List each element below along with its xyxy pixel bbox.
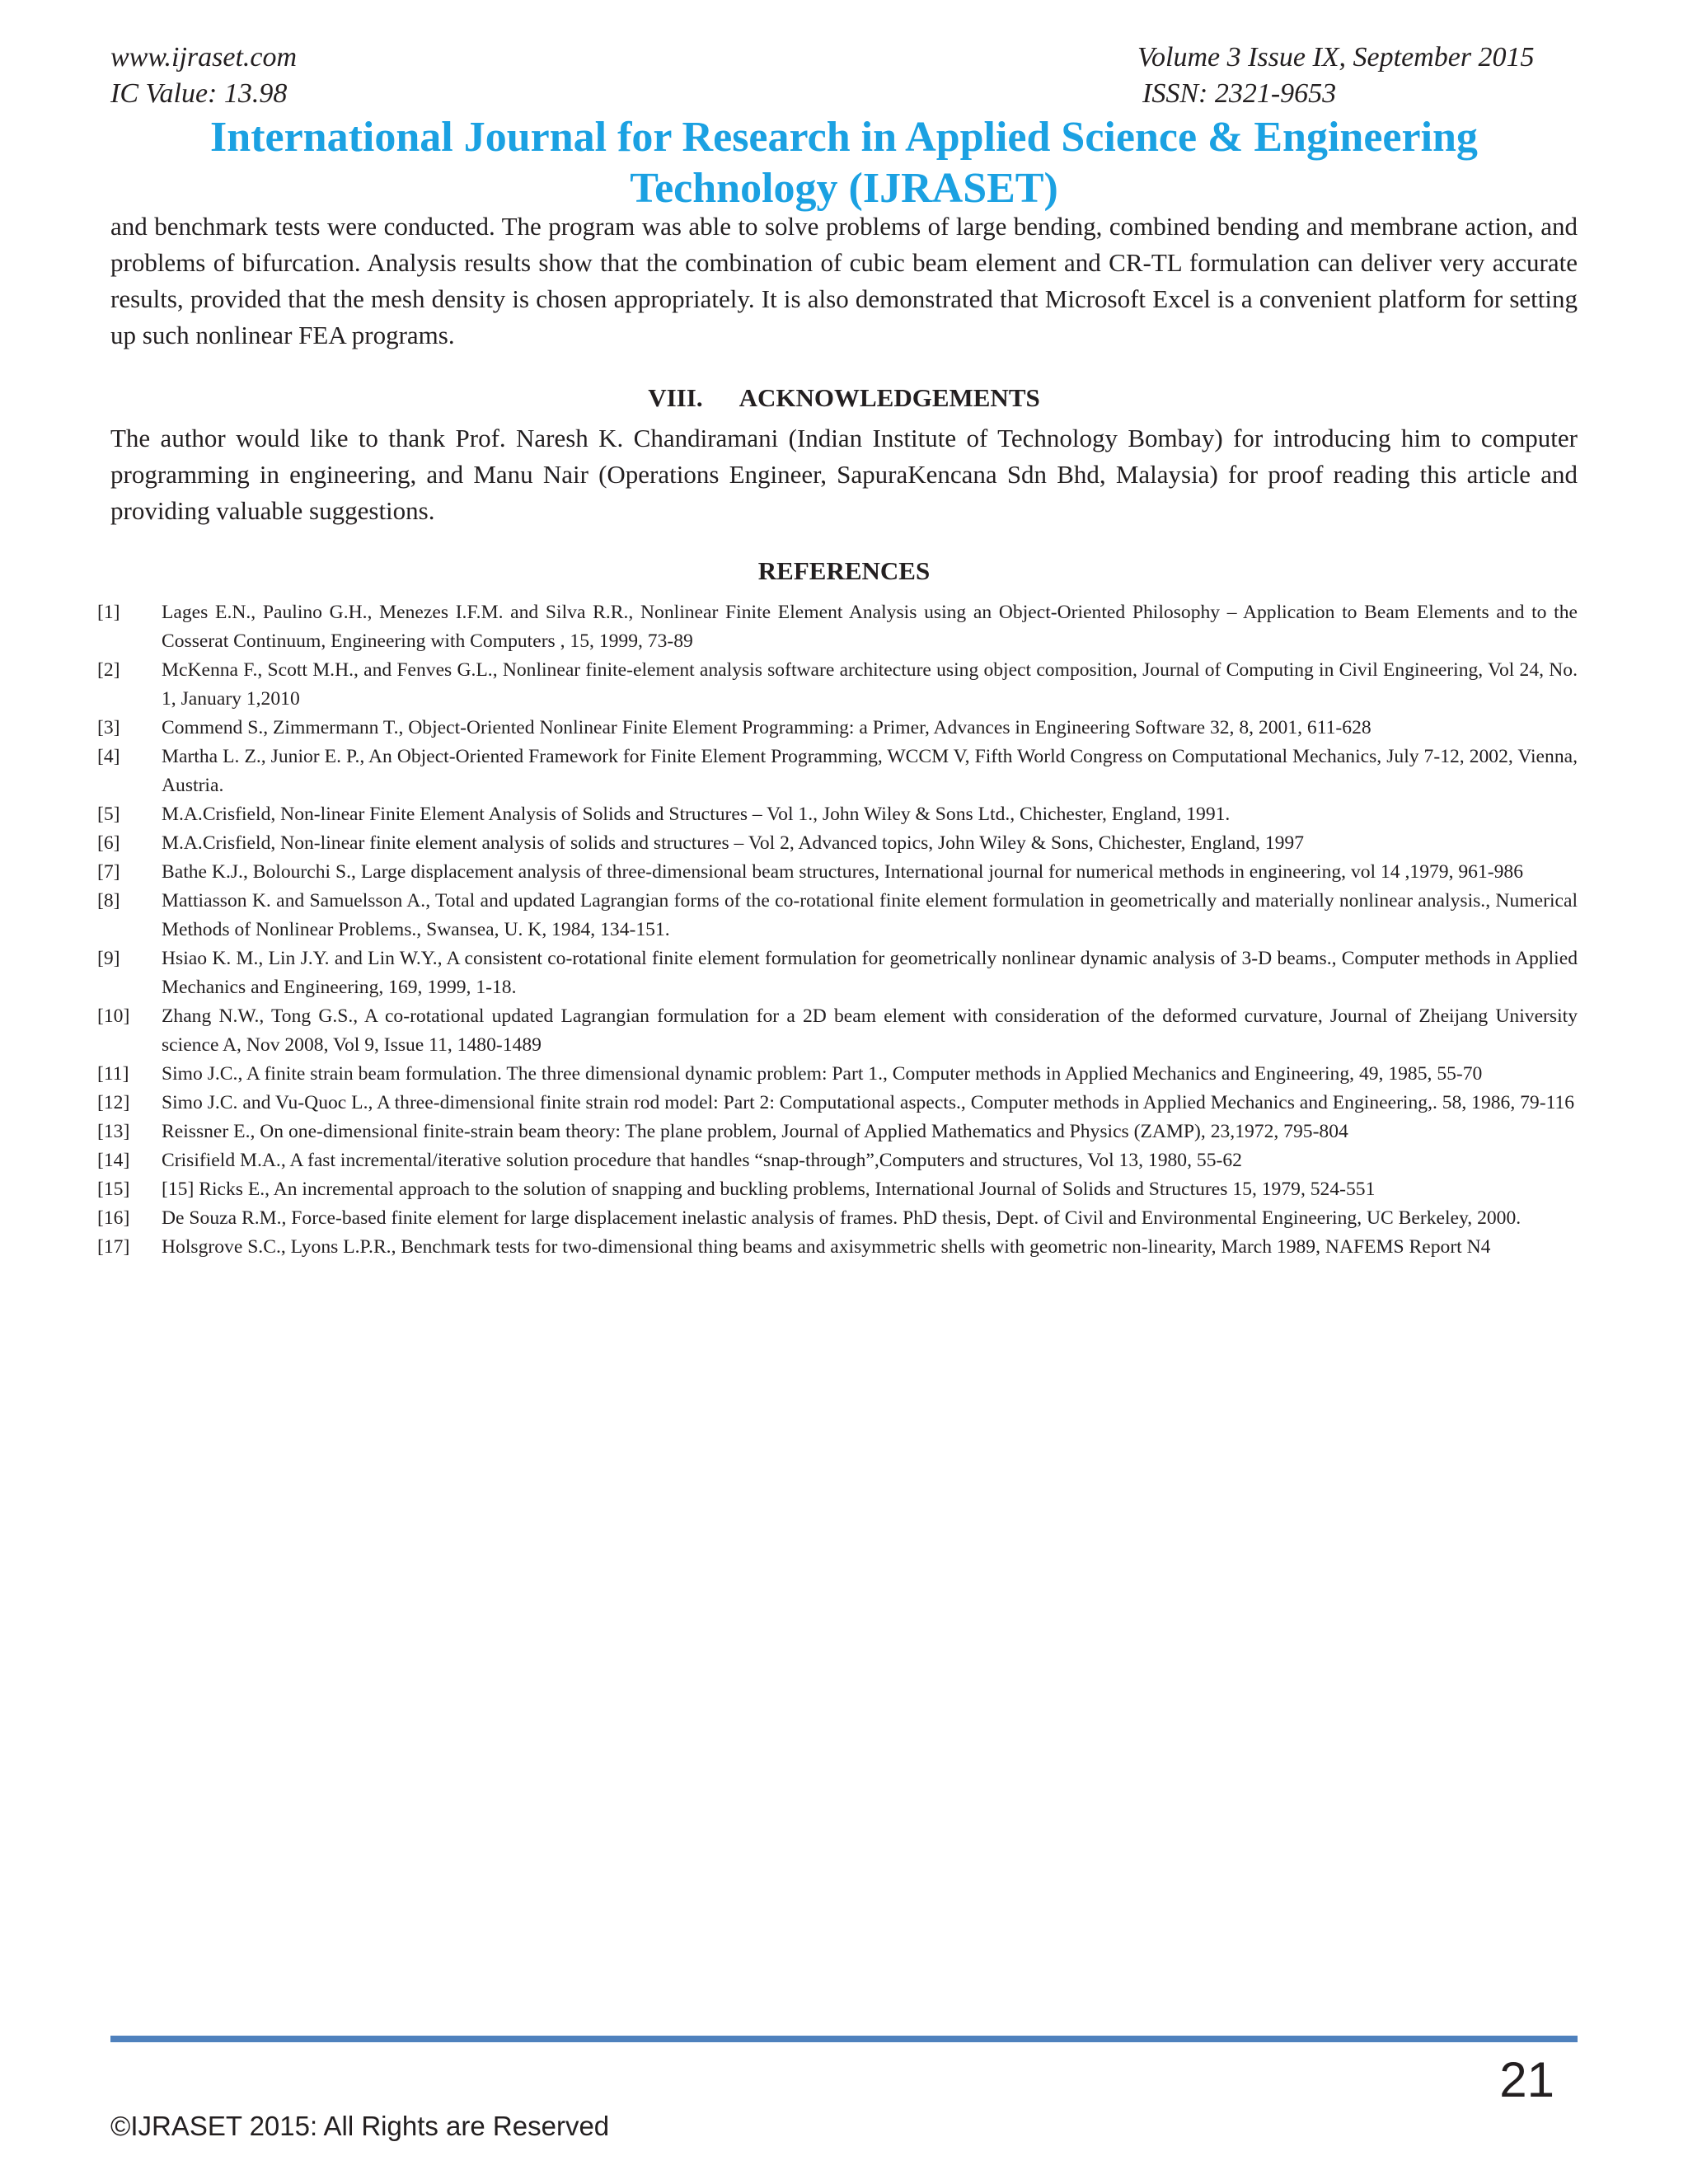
reference-number: [16]: [97, 1207, 130, 1229]
reference-item: [97, 1204, 1578, 1233]
reference-number: [10]: [97, 1005, 130, 1027]
copyright-notice: ©IJRASET 2015: All Rights are Reserved: [110, 2111, 610, 2141]
reference-item: [97, 1089, 1578, 1118]
reference-text: [15] Ricks E., An incremental approach to the solution of snapping and buckling problems, International Journal of Solids and Structures 15, 1979, 524-551: [162, 1179, 1376, 1200]
reference-number: [11]: [97, 1063, 129, 1085]
reference-number: [9]: [97, 948, 120, 969]
reference-number: [3]: [97, 717, 120, 738]
reference-text: Crisifield M.A., A fast incremental/iterative solution procedure that handles “snap-through”,Computers and structures, Vol 13, 1980, 55-62: [162, 1150, 1242, 1171]
reference-item: [97, 944, 1578, 1002]
reference-item: [97, 887, 1578, 944]
reference-text: Bathe K.J., Bolourchi S., Large displacement analysis of three-dimensional beam structures, International journal for numerical methods in engineering, vol 14 ,1979, 961-986: [162, 861, 1524, 883]
journal-website: www.ijraset.com: [110, 42, 298, 73]
reference-text: Mattiasson K. and Samuelsson A., Total and updated Lagrangian forms of the co-rotational finite element formulation in geometrically and materially nonlinear analysis., Numerical Methods of Nonlinear Problems., Swansea, U. K, 1984, 134-151.: [162, 890, 1578, 940]
volume-issue: Volume 3 Issue IX, September 2015: [1137, 42, 1535, 73]
footer-rule: [110, 2036, 1578, 2042]
reference-item: [97, 1175, 1578, 1204]
reference-text: Commend S., Zimmermann T., Object-Oriented Nonlinear Finite Element Programming: a Primer, Advances in Engineering Software 32, 8, 2001, 611-628: [162, 717, 1372, 738]
reference-text: Simo J.C. and Vu-Quoc L., A three-dimensional finite strain rod model: Part 2: Computational aspects., Computer methods in Applied Mechanics and Engineering,. 58, 1986, 79-116: [162, 1092, 1575, 1113]
reference-number: [7]: [97, 861, 120, 883]
acknowledgements-heading: [110, 380, 1578, 416]
reference-item: [97, 1233, 1578, 1262]
reference-item: [97, 800, 1578, 829]
reference-item: [97, 598, 1578, 656]
journal-title: [110, 112, 1578, 214]
ic-value: IC Value: 13.98: [110, 78, 288, 109]
reference-item: [97, 1146, 1578, 1175]
reference-text: Lages E.N., Paulino G.H., Menezes I.F.M. and Silva R.R., Nonlinear Finite Element Analysis using an Object-Oriented Philosophy – Application to Beam Elements and to the Cosserat Continuum, Engineering with Computers , 15, 1999, 73-89: [162, 602, 1578, 652]
conclusion-paragraph: and benchmark tests were conducted. The program was able to solve problems of large bending, combined bending and membrane action, and problems of bifurcation. Analysis results show that the combination of cubic beam element and CR-TL formulation can deliver very accurate results, provided that the mesh density is chosen appropriately. It is also demonstrated that Microsoft Excel is a convenient platform for setting up such nonlinear FEA programs.: [110, 212, 1578, 349]
reference-number: [1]: [97, 602, 120, 623]
reference-text: Hsiao K. M., Lin J.Y. and Lin W.Y., A consistent co-rotational finite element formulation for geometrically nonlinear dynamic analysis of 3-D beams., Computer methods in Applied Mechanics and Engineering, 169, 1999, 1-18.: [162, 948, 1578, 998]
reference-number: [14]: [97, 1150, 130, 1171]
reference-text: Martha L. Z., Junior E. P., An Object-Oriented Framework for Finite Element Programming, WCCM V, Fifth World Congress on Computational Mechanics, July 7-12, 2002, Vienna, Austria.: [162, 746, 1578, 796]
references-list: [97, 598, 1578, 1262]
journal-title-line2: Technology (IJRASET): [630, 165, 1058, 212]
reference-text: Zhang N.W., Tong G.S., A co-rotational updated Lagrangian formulation for a 2D beam element with consideration of the deformed curvature, Journal of Zheijang University science A, Nov 2008, Vol 9, Issue 11, 1480-1489: [162, 1005, 1578, 1056]
header-left: [110, 40, 297, 112]
reference-number: [6]: [97, 832, 120, 854]
reference-item: [97, 714, 1578, 743]
reference-number: [17]: [97, 1236, 130, 1258]
reference-item: [97, 1118, 1578, 1146]
page-number: 21: [1499, 2052, 1554, 2107]
header-right: [1137, 40, 1535, 112]
reference-item: [97, 1060, 1578, 1089]
section-title: ACKNOWLEDGEMENTS: [738, 383, 1040, 412]
section-number: VIII.: [648, 383, 703, 412]
reference-text: Reissner E., On one-dimensional finite-strain beam theory: The plane problem, Journal of Applied Mathematics and Physics (ZAMP), 23,1972, 795-804: [162, 1121, 1348, 1142]
reference-number: [4]: [97, 746, 120, 767]
reference-item: [97, 829, 1578, 858]
reference-text: M.A.Crisfield, Non-linear finite element analysis of solids and structures – Vol 2, Advanced topics, John Wiley & Sons, Chichester, England, 1997: [162, 832, 1305, 854]
reference-text: Simo J.C., A finite strain beam formulation. The three dimensional dynamic problem: Part 1., Computer methods in Applied Mechanics and Engineering, 49, 1985, 55-70: [162, 1063, 1483, 1085]
reference-number: [2]: [97, 659, 120, 681]
journal-title-line1: International Journal for Research in Applied Science & Engineering: [210, 114, 1478, 161]
issn: ISSN: 2321-9653: [1142, 78, 1337, 109]
reference-text: De Souza R.M., Force-based finite element for large displacement inelastic analysis of frames. PhD thesis, Dept. of Civil and Environmental Engineering, UC Berkeley, 2000.: [162, 1207, 1522, 1229]
reference-number: [15]: [97, 1179, 130, 1200]
reference-item: [97, 743, 1578, 800]
reference-number: [5]: [97, 804, 120, 825]
reference-number: [13]: [97, 1121, 130, 1142]
reference-text: M.A.Crisfield, Non-linear Finite Element Analysis of Solids and Structures – Vol 1., John Wiley & Sons Ltd., Chichester, England, 1991.: [162, 804, 1231, 825]
reference-text: Holsgrove S.C., Lyons L.P.R., Benchmark tests for two-dimensional thing beams and axisymmetric shells with geometric non-linearity, March 1989, NAFEMS Report N4: [162, 1236, 1491, 1258]
acknowledgements-paragraph: The author would like to thank Prof. Naresh K. Chandiramani (Indian Institute of Technology Bombay) for introducing him to computer programming in engineering, and Manu Nair (Operations Engineer, SapuraKencana Sdn Bhd, Malaysia) for proof reading this article and providing valuable suggestions.: [110, 424, 1578, 525]
references-heading: REFERENCES: [757, 556, 931, 585]
reference-item: [97, 858, 1578, 887]
reference-item: [97, 656, 1578, 714]
reference-item: [97, 1002, 1578, 1060]
reference-number: [8]: [97, 890, 120, 912]
reference-number: [12]: [97, 1092, 130, 1113]
reference-text: McKenna F., Scott M.H., and Fenves G.L., Nonlinear finite-element analysis software architecture using object composition, Journal of Computing in Civil Engineering, Vol 24, No. 1, January 1,2010: [162, 659, 1578, 710]
